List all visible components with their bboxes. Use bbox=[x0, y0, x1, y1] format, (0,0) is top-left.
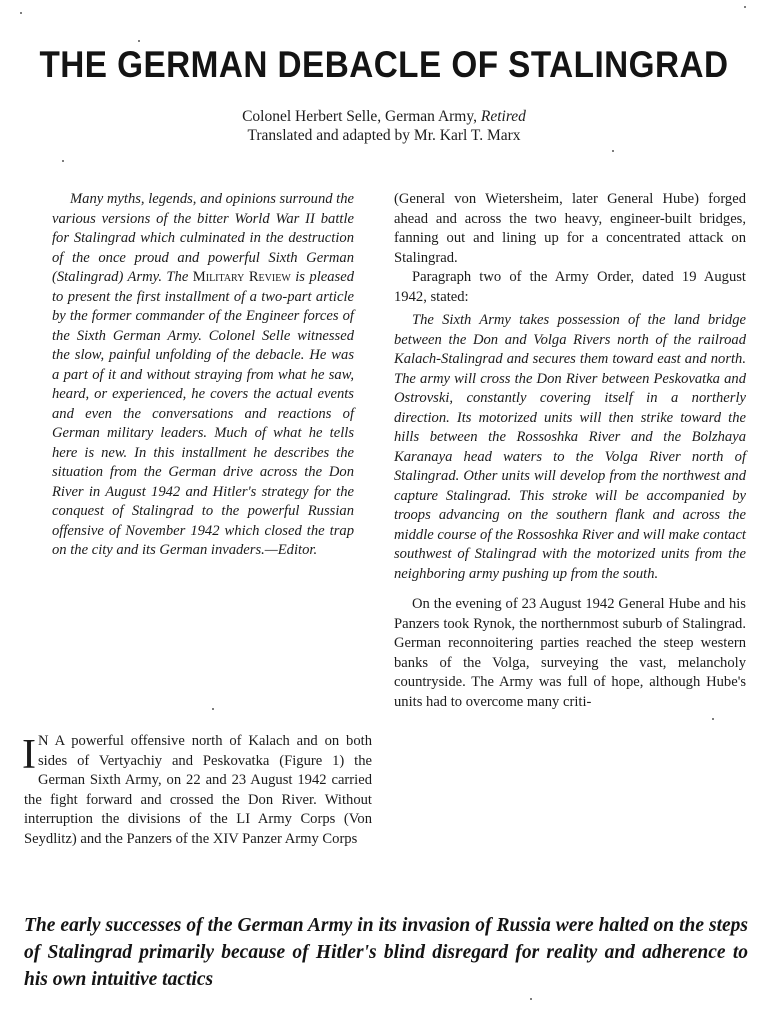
scan-speck bbox=[62, 160, 64, 162]
translator-line: Translated and adapted by Mr. Karl T. Marx bbox=[247, 127, 521, 144]
army-order-quote: The Sixth Army takes possession of the land bridge between the Don and Volga Rivers north of the railroad Kalach-Stalingrad and secures them toward east and north. The army will cross the Don River between Peskovatka and Ostrovski, constantly covering itself in a northerly direction. Its motorized units will then strike toward the hills between the Rossoshka River and the Bolzhaya Karanaya head waters to the Volga River north of Stalingrad. Other units will develop from the northwest and capture Stalingrad. This stroke will be accompanied by troops advancing on the southern flank and across the middle course of the Rossoshka River and will make contact southwest of Stalingrad with the motorized units from the neighboring army pushing up from the south. bbox=[394, 312, 746, 582]
author-line bbox=[0, 108, 768, 126]
intro-text-2: is pleased to present the first installment of a two-part article by the former commander of the Engineer forces of the Sixth German Army. Colonel Selle witnessed the slow, painful unfolding of the debacle. He was a part of it and without straying from what he saw, heard, or experienced, he covers the actual events and even the conversations and reactions of German military leaders. Much of what he tells here is new. In this installment he describes the situation from the German drive across the Don River in August 1942 and Hitler's strategy for the conquest of Stalingrad to the powerful Russian offensive of November 1942 which closed the trap on the city and its German invaders.—Editor. bbox=[52, 269, 354, 558]
opening-paragraph bbox=[24, 732, 372, 849]
editor-intro bbox=[52, 190, 354, 561]
paragraph-two-intro: Paragraph two of the Army Order, dated 19 August 1942, stated: bbox=[394, 269, 746, 305]
scan-speck bbox=[712, 718, 714, 720]
evening-paragraph: On the evening of 23 August 1942 General Hube and his Panzers took Rynok, the northernmost suburb of Stalingrad. German reconnoitering parties reached the steep western banks of the Volga, surveying the vast, melancholy countryside. The Army was full of hope, although Hube's units had to overcome many criti- bbox=[394, 596, 746, 710]
review-name: Military Review bbox=[192, 269, 291, 285]
author-name: Colonel Herbert Selle, German Army, bbox=[242, 108, 477, 125]
continuation-paragraph: (General von Wietersheim, later General Hube) forged ahead and across the two heavy, engineer-built bridges, fanning out and lining up for a concentrated attack on Stalingrad. bbox=[394, 191, 746, 266]
opening-text: N A powerful offensive north of Kalach and on both sides of Vertyachiy and Peskovatka (Figure 1) the German Sixth Army, on 22 and 23 August 1942 carried the fight forward and crossed the Don River. Without interruption the divisions of the LI Army Corps (Von Seydlitz) and the Panzers of the XIV Panzer Army Corps bbox=[24, 733, 372, 847]
scan-speck bbox=[20, 12, 22, 14]
scan-speck bbox=[530, 998, 532, 1000]
right-column bbox=[394, 190, 746, 712]
scan-speck bbox=[744, 6, 746, 8]
article-title: THE GERMAN DEBACLE OF STALINGRAD bbox=[39, 44, 729, 85]
drop-cap: I bbox=[22, 732, 36, 778]
scan-speck bbox=[138, 40, 140, 42]
scan-speck bbox=[212, 708, 214, 710]
author-status: Retired bbox=[480, 108, 526, 125]
pull-quote: The early successes of the German Army in its invasion of Russia were halted on the steps of Stalingrad primarily because of Hitler's blind disregard for reality and adherence to his own intuitive tactics bbox=[24, 915, 748, 990]
scan-speck bbox=[612, 150, 614, 152]
intro-text-1: Many myths, legends, and opinions surround the various versions of the bitter World War II battle for Stalingrad which culminated in the destruction of the once proud and powerful Sixth German (Stalingrad) Army. The bbox=[52, 191, 355, 285]
